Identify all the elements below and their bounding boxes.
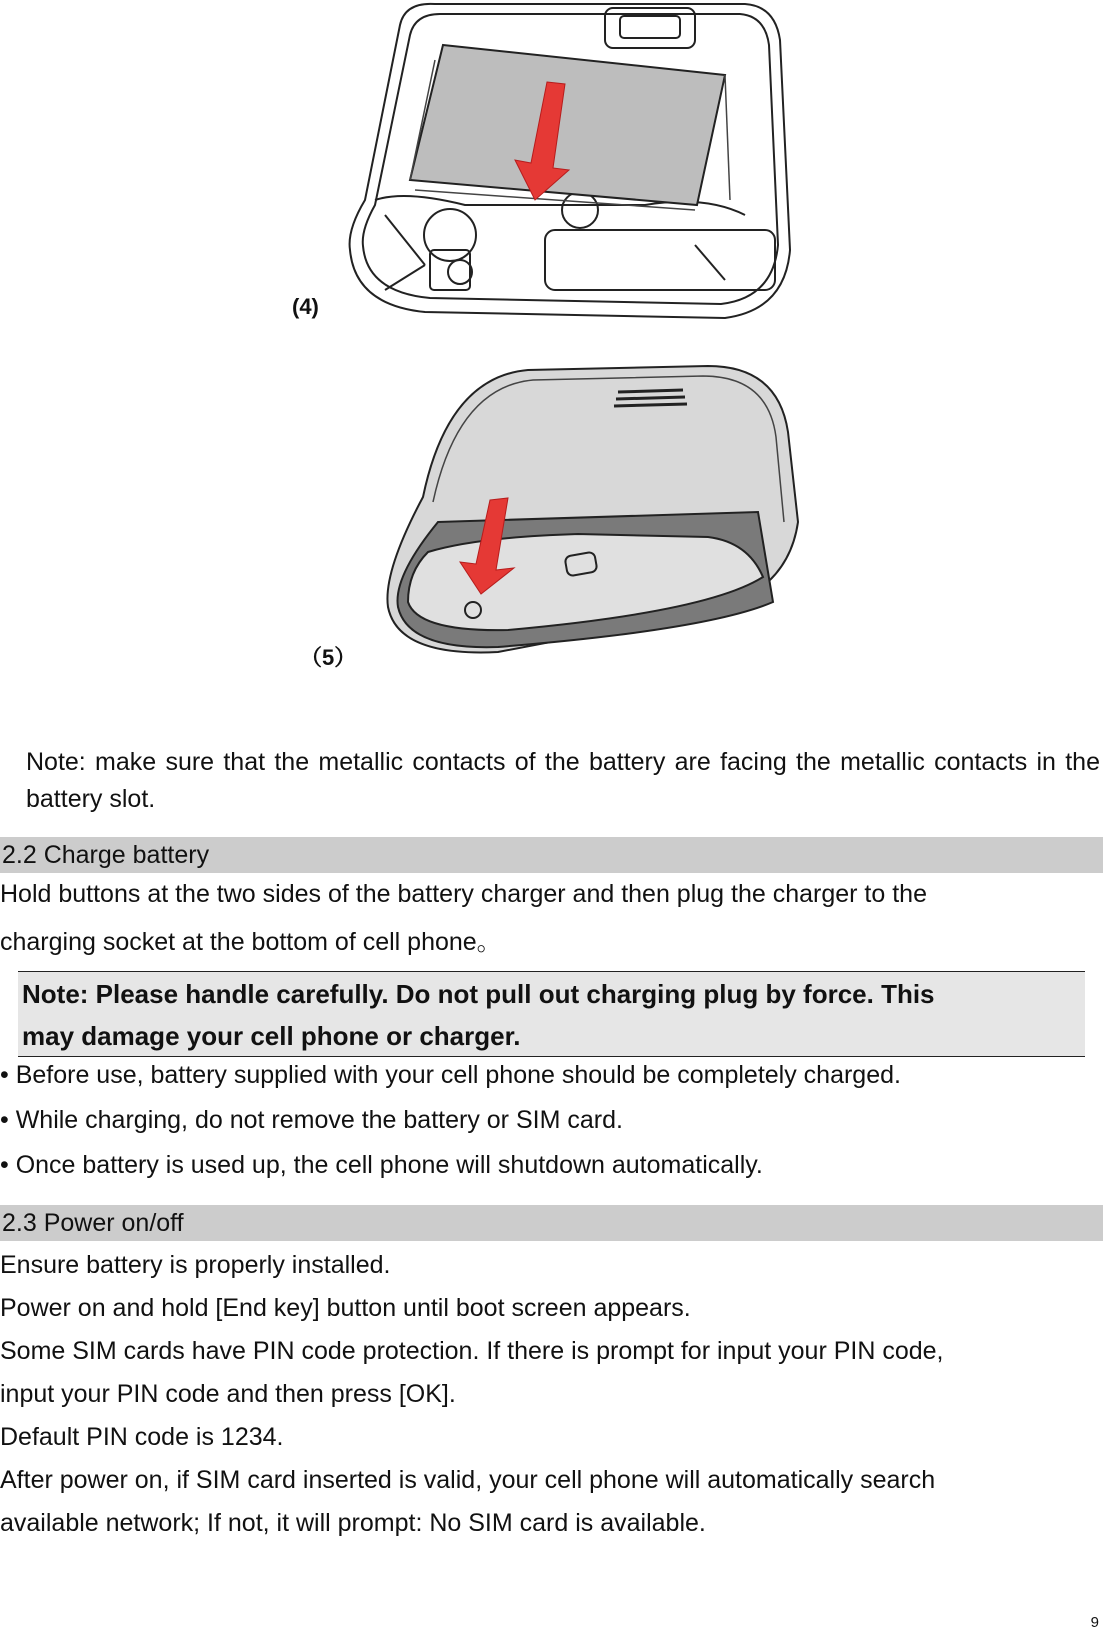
- charge-instruction-line-2: charging socket at the bottom of cell phone。: [0, 928, 502, 956]
- power-instruction-line: Power on and hold [End key] button until boot screen appears.: [0, 1294, 691, 1322]
- section-heading-charge-battery: 2.2 Charge battery: [0, 837, 1103, 873]
- bullet-item: • Once battery is used up, the cell phone will shutdown automatically.: [0, 1151, 763, 1179]
- battery-contacts-note: Note: make sure that the metallic contacts of the battery are facing the metallic contacts in the battery slot.: [26, 748, 1100, 813]
- figure-5-label: （5）: [300, 645, 357, 670]
- bullet-item: • Before use, battery supplied with your cell phone should be completely charged.: [0, 1061, 901, 1089]
- phone-back-cover-illustration: [378, 362, 818, 662]
- power-instruction-line: available network; If not, it will prompt: No SIM card is available.: [0, 1509, 706, 1537]
- phone-battery-insert-illustration: [345, 0, 820, 330]
- figure-4-label: (4): [292, 294, 319, 319]
- warning-line-1: Note: Please handle carefully. Do not pull out charging plug by force. This: [22, 979, 935, 1009]
- power-instruction-line: Ensure battery is properly installed.: [0, 1251, 391, 1279]
- power-instruction-line: Default PIN code is 1234.: [0, 1423, 284, 1451]
- power-instruction-line: Some SIM cards have PIN code protection. If there is prompt for input your PIN code,: [0, 1337, 944, 1365]
- power-instruction-line: After power on, if SIM card inserted is valid, your cell phone will automatically search: [0, 1466, 936, 1494]
- section-heading-power-on-off: 2.3 Power on/off: [0, 1205, 1103, 1241]
- charge-instruction-line-1: Hold buttons at the two sides of the battery charger and then plug the charger to the: [0, 880, 927, 908]
- bullet-item: • While charging, do not remove the battery or SIM card.: [0, 1106, 623, 1134]
- warning-line-2: may damage your cell phone or charger.: [22, 1021, 521, 1051]
- page-number: 9: [1090, 1614, 1099, 1631]
- power-instruction-line: input your PIN code and then press [OK].: [0, 1380, 456, 1408]
- charging-warning-box: [18, 971, 1085, 1057]
